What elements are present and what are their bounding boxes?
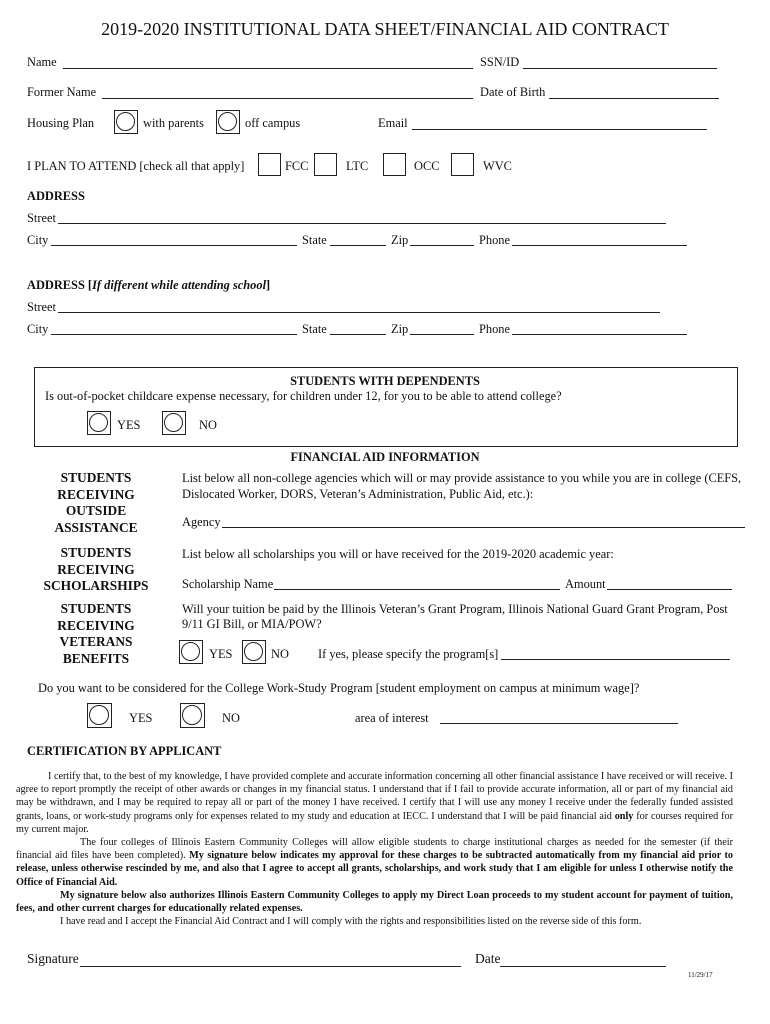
workstudy-no-checkbox[interactable] (180, 703, 205, 728)
off-campus-label: off campus (245, 116, 301, 130)
vet-yes-checkbox[interactable] (179, 640, 203, 664)
occ-label: OCC (414, 159, 440, 173)
signature-label: Signature (27, 951, 79, 966)
with-parents-checkbox[interactable] (114, 110, 138, 134)
dependents-no-label: NO (199, 418, 217, 432)
page-title: 2019-2020 INSTITUTIONAL DATA SHEET/FINANCIAL AID CONTRACT (101, 19, 669, 39)
amount-label: Amount (565, 577, 606, 591)
cert-p1: I certify that, to the best of my knowledge, I have provided complete and accurate information concerning all other financial assistance I have received or will receive. I agree to report promptly the receipt of other awards or changes in my financial status. I understand that if I fail to provide accurate information, all or part of my financial aid may be withdrawn, and I may be required to repay all or part of the money I have received. I certify that I will use any money I receive under the federally funded assisted grants, loans, or work-study programs only for expenses related to my study and education at IECC. I understand that I will be paid financial aid only for courses required for my current major. (16, 771, 733, 835)
scholarship-name-field[interactable] (274, 589, 560, 590)
outside-text-1: List below all non-college agencies which will or may provide assistance to you while you are in college (CEFS, (182, 471, 742, 485)
date-label: Date (475, 951, 501, 966)
alt-state-field[interactable] (330, 334, 386, 335)
occ-checkbox[interactable] (383, 153, 406, 176)
dependents-yes-checkbox[interactable] (87, 411, 111, 435)
fa-heading: FINANCIAL AID INFORMATION (290, 450, 480, 464)
scholarship-name-label: Scholarship Name (182, 577, 274, 591)
workstudy-yes-checkbox[interactable] (87, 703, 112, 728)
alt-address-heading: ADDRESS [If different while attending school] (27, 278, 271, 292)
email-field[interactable] (412, 129, 707, 130)
workstudy-question: Do you want to be considered for the College Work-Study Program [student employment on campus at minimum wage]? (38, 681, 640, 695)
workstudy-yes-label: YES (129, 711, 153, 725)
outside-text-2: Dislocated Worker, DORS, Veteran’s Administration, Public Aid, etc.): (182, 487, 534, 501)
alt-zip-field[interactable] (410, 334, 474, 335)
wvc-label: WVC (483, 159, 512, 173)
date-field[interactable] (500, 966, 666, 967)
phone-field[interactable] (512, 245, 687, 246)
ltc-checkbox[interactable] (314, 153, 337, 176)
vet-text-1: Will your tuition be paid by the Illinois Veteran’s Grant Program, Illinois National Guard Grant Program, Post (182, 602, 728, 616)
ssn-field[interactable] (523, 68, 717, 69)
vet-text-2: 9/11 GI Bill, or MIA/POW? (182, 617, 322, 631)
phone-label: Phone (479, 233, 510, 247)
city-field[interactable] (51, 245, 297, 246)
cert-p2: The four colleges of Illinois Eastern Community Colleges will allow eligible students to charge institutional charges as needed for the semester (if their financial aid files have been completed). My signature below indicates my approval for these charges to be subtracted automatically from my financial aid prior to release, unless otherwise rescinded by me, and also that I agree to accept all grants, scholarships, and work study that I am eligible for unless I otherwise notify the Office of Financial Aid. (16, 837, 734, 888)
former-name-field[interactable] (102, 98, 473, 99)
street-label: Street (27, 211, 56, 225)
ltc-label: LTC (346, 159, 369, 173)
vet-yes-label: YES (209, 647, 233, 661)
state-label: State (302, 233, 327, 247)
housing-label: Housing Plan (27, 116, 95, 130)
zip-label: Zip (391, 233, 409, 247)
alt-street-label: Street (27, 300, 56, 314)
address-heading: ADDRESS (27, 189, 85, 203)
dob-field[interactable] (549, 98, 719, 99)
off-campus-checkbox[interactable] (216, 110, 240, 134)
veterans-title: STUDENTS RECEIVING VETERANS BENEFITS (57, 601, 135, 666)
dependents-heading: STUDENTS WITH DEPENDENTS (290, 374, 480, 388)
former-name-label: Former Name (27, 85, 97, 99)
name-field[interactable] (63, 68, 473, 69)
ssn-label: SSN/ID (480, 55, 520, 69)
vet-no-label: NO (271, 647, 289, 661)
alt-phone-field[interactable] (512, 334, 687, 335)
workstudy-no-label: NO (222, 711, 240, 725)
alt-phone-label: Phone (479, 322, 510, 336)
with-parents-label: with parents (143, 116, 204, 130)
cert-p3: My signature below also authorizes Illinois Eastern Community Colleges to apply my Direct Loan proceeds to my student account for payment of tuition, fees, and other current charges for educationally related expenses. (16, 889, 733, 915)
agency-field[interactable] (222, 527, 745, 528)
scholar-text: List below all scholarships you will or have received for the 2019-2020 academic year: (182, 547, 614, 561)
state-field[interactable] (330, 245, 386, 246)
street-field[interactable] (58, 223, 666, 224)
zip-field[interactable] (410, 245, 474, 246)
signature-field[interactable] (80, 966, 461, 967)
cert-heading: CERTIFICATION BY APPLICANT (27, 744, 222, 758)
fcc-checkbox[interactable] (258, 153, 281, 176)
form-version: 11/29/17 (688, 971, 713, 979)
cert-paragraphs (16, 770, 733, 928)
alt-city-field[interactable] (51, 334, 297, 335)
interest-field[interactable] (440, 723, 678, 724)
alt-street-field[interactable] (58, 312, 660, 313)
program-label: If yes, please specify the program[s] (318, 647, 499, 661)
city-label: City (27, 233, 49, 247)
dependents-no-checkbox[interactable] (162, 411, 186, 435)
vet-no-checkbox[interactable] (242, 640, 266, 664)
dependents-yes-label: YES (117, 418, 141, 432)
program-field[interactable] (501, 659, 730, 660)
alt-zip-label: Zip (391, 322, 409, 336)
agency-label: Agency (182, 515, 221, 529)
outside-assistance-title: STUDENTS RECEIVING OUTSIDE ASSISTANCE (54, 470, 138, 535)
dob-label: Date of Birth (480, 85, 546, 99)
fcc-label: FCC (285, 159, 309, 173)
name-label: Name (27, 55, 57, 69)
attend-label: I PLAN TO ATTEND [check all that apply] (27, 159, 245, 173)
alt-state-label: State (302, 322, 327, 336)
email-label: Email (378, 116, 408, 130)
wvc-checkbox[interactable] (451, 153, 474, 176)
interest-label: area of interest (355, 711, 429, 725)
alt-city-label: City (27, 322, 49, 336)
cert-p4: I have read and I accept the Financial Aid Contract and I will comply with the rights and responsibilities listed on the reverse side of this form. (60, 916, 642, 928)
scholarships-title: STUDENTS RECEIVING SCHOLARSHIPS (43, 545, 149, 594)
amount-field[interactable] (607, 589, 732, 590)
dependents-question: Is out-of-pocket childcare expense necessary, for children under 12, for you to be able to attend college? (45, 389, 562, 403)
